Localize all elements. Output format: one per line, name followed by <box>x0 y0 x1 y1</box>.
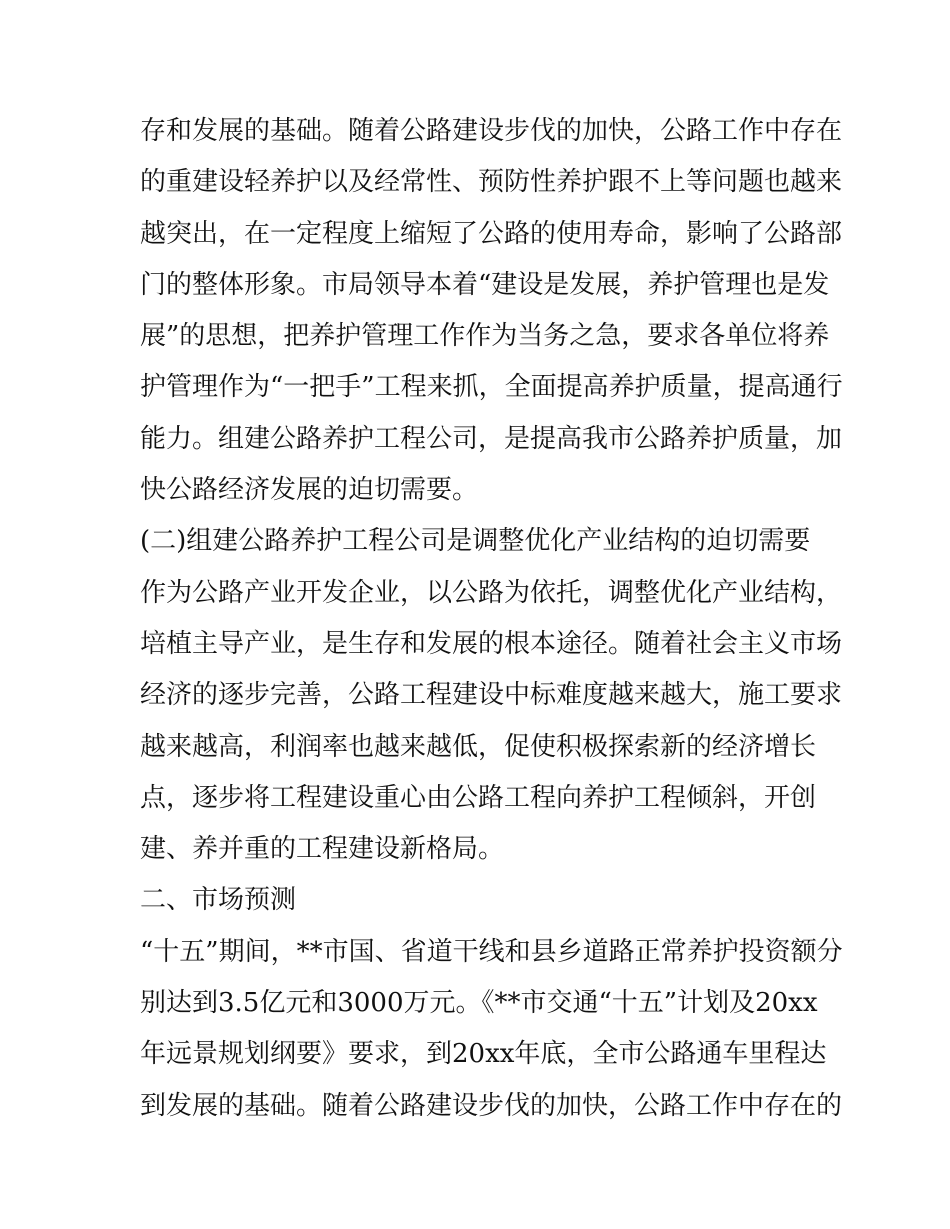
text-line: 别达到3.5亿元和3000万元。《**市交通“十五”计划及20xx <box>140 988 818 1019</box>
text-line: 越突出，在一定程度上缩短了公路的使用寿命，影响了公路部 <box>140 218 843 249</box>
text-line: 作为公路产业开发企业，以公路为依托，调整优化产业结构， <box>140 577 843 608</box>
text-line: 展”的思想，把养护管理工作作为当务之急，要求各单位将养 <box>140 321 830 352</box>
text-line: 点，逐步将工程建设重心由公路工程向养护工程倾斜，开创 <box>140 782 817 813</box>
text-line: 门的整体形象。市局领导本着“建设是发展，养护管理也是发 <box>140 269 830 300</box>
text-line: 到发展的基础。随着公路建设步伐的加快，公路工作中存在的 <box>140 1090 843 1121</box>
text-line: 存和发展的基础。随着公路建设步伐的加快，公路工作中存在 <box>140 116 843 146</box>
text-line: 经济的逐步完善，公路工程建设中标难度越来越大，施工要求 <box>140 680 843 711</box>
text-line: 快公路经济发展的迫切需要。 <box>140 475 479 506</box>
text-line: 建、养并重的工程建设新格局。 <box>140 834 505 865</box>
text-line: “十五”期间，**市国、省道干线和县乡道路正常养护投资额分 <box>140 936 843 967</box>
text-line: 能力。组建公路养护工程公司，是提高我市公路养护质量，加 <box>140 423 843 454</box>
section-heading: 二、市场预测 <box>140 885 297 916</box>
text-line: 年远景规划纲要》要求，到20xx年底，全市公路通车里程达 <box>140 1039 827 1070</box>
section-heading: (二)组建公路养护工程公司是调整优化产业结构的迫切需要 <box>140 526 811 557</box>
body-text <box>140 106 843 1132</box>
text-line: 护管理作为“一把手”工程来抓，全面提高养护质量，提高通行 <box>140 372 843 403</box>
text-line: 的重建设轻养护以及经常性、预防性养护跟不上等问题也越来 <box>140 167 843 198</box>
text-line: 培植主导产业，是生存和发展的根本途径。随着社会主义市场 <box>140 628 843 659</box>
text-line: 越来越高，利润率也越来越低，促使积极探索新的经济增长 <box>140 731 817 762</box>
